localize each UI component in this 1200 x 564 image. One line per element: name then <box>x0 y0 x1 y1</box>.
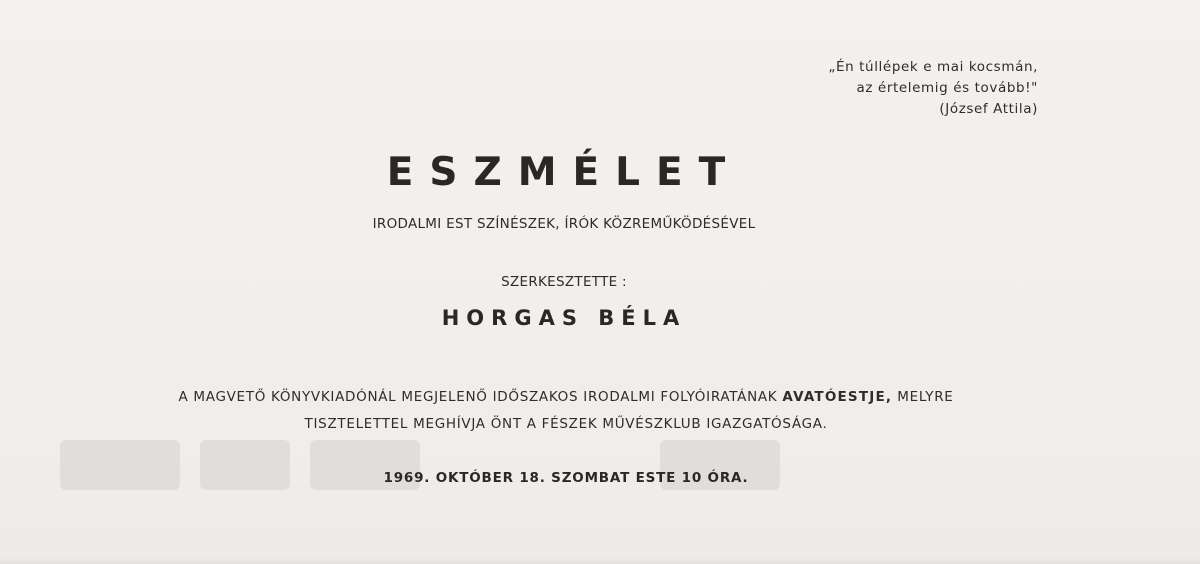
invitation-text <box>0 384 1132 438</box>
event-date: 1969. OKTÓBER 18. SZOMBAT ESTE 10 ÓRA. <box>383 470 749 486</box>
epigraph <box>828 57 1038 120</box>
editor-name: HORGAS BÉLA <box>441 306 687 330</box>
epigraph-line: „Én túllépek e mai kocsmán, <box>828 59 1038 75</box>
invitation-emphasis: AVATÓESTJE, <box>782 389 893 405</box>
invitation-line: TISZTELETTEL MEGHÍVJA ÖNT A FÉSZEK MŰVÉSZKLUB IGAZGATÓSÁGA. <box>304 416 828 432</box>
invitation-line <box>0 384 1132 411</box>
invitation-text-part: MELYRE <box>892 389 954 405</box>
epigraph-author: (József Attila) <box>939 101 1038 117</box>
event-subtitle: IRODALMI EST SZÍNÉSZEK, ÍRÓK KÖZREMŰKÖDÉSÉVEL <box>372 216 756 232</box>
event-title: ESZMÉLET <box>386 150 742 195</box>
invitation-text-part: A MAGVETŐ KÖNYVKIADÓNÁL MEGJELENŐ IDŐSZAKOS IRODALMI FOLYÓIRATÁNAK <box>178 389 783 405</box>
show-through-print <box>60 430 840 500</box>
epigraph-line: az értelemig és tovább!" <box>856 80 1038 96</box>
edited-by-label: SZERKESZTETTE : <box>501 274 627 290</box>
